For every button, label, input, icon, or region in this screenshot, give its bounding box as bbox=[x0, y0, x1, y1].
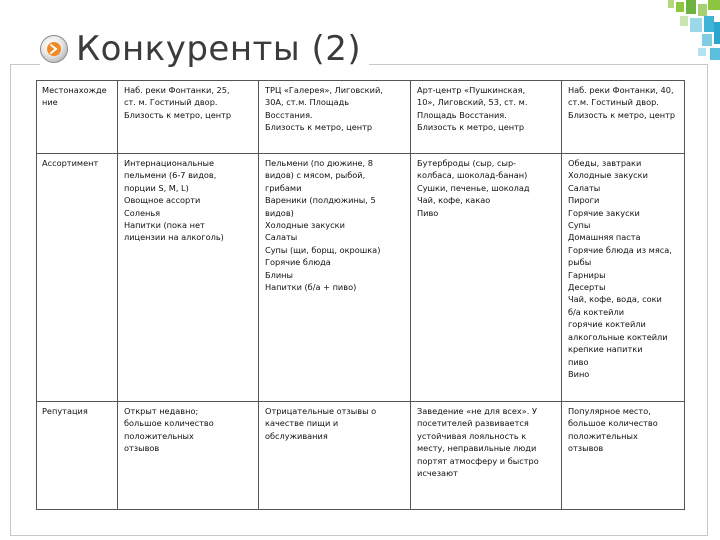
decorative-squares bbox=[640, 0, 720, 62]
table-cell: Отрицательные отзывы о качестве пищи и обслуживания bbox=[259, 402, 411, 510]
table-row bbox=[37, 81, 685, 154]
competitors-table bbox=[36, 80, 685, 510]
table-cell: Арт-центр «Пушкинская, 10», Лиговский, 53, ст. м. Площадь Восстания. Близость к метро, центр bbox=[411, 81, 562, 154]
table-row bbox=[37, 154, 685, 402]
arrow-right-icon bbox=[40, 35, 68, 63]
table-row bbox=[37, 402, 685, 510]
row-label-assortment: Ассортимент bbox=[37, 154, 118, 402]
row-label-reputation: Репутация bbox=[37, 402, 118, 510]
table-cell: Пельмени (по дюжине, 8 видов) с мясом, рыбой, грибами Вареники (полдюжины, 5 видов) Холодные закуски Салаты Супы (щи, борщ, окрошка) Горячие блюда Блины Напитки (б/а + пиво) bbox=[259, 154, 411, 402]
table-cell: Популярное место, большое количество положительных отзывов bbox=[562, 402, 685, 510]
table-cell: ТРЦ «Галерея», Лиговский, 30А, ст.м. Площадь Восстания. Близость к метро, центр bbox=[259, 81, 411, 154]
table-cell: Наб. реки Фонтанки, 40, ст.м. Гостиный двор. Близость к метро, центр bbox=[562, 81, 685, 154]
table-cell: Открыт недавно; большое количество положительных отзывов bbox=[118, 402, 259, 510]
row-label-location: Местонахожде ние bbox=[37, 81, 118, 154]
table-cell: Интернациональные пельмени (6-7 видов, порции S, M, L) Овощное ассорти Соленья Напитки (пока нет лицензии на алкоголь) bbox=[118, 154, 259, 402]
title-area bbox=[40, 24, 369, 74]
table-cell: Бутерброды (сыр, сыр- колбаса, шоколад-банан) Сушки, печенье, шоколад Чай, кофе, какао Пиво bbox=[411, 154, 562, 402]
table-cell: Заведение «не для всех». У посетителей развивается устойчивая лояльность к месту, неправильные люди портят атмосферу и быстро исчезают bbox=[411, 402, 562, 510]
page-title: Конкуренты (2) bbox=[76, 29, 362, 69]
table-cell: Обеды, завтраки Холодные закуски Салаты Пироги Горячие закуски Супы Домашняя паста Горячие блюда из мяса, рыбы Гарниры Десерты Чай, кофе, вода, соки б/а коктейли горячие коктейли алкогольные коктейли крепкие напитки пиво Вино bbox=[562, 154, 685, 402]
table-cell: Наб. реки Фонтанки, 25, ст. м. Гостиный двор. Близость к метро, центр bbox=[118, 81, 259, 154]
